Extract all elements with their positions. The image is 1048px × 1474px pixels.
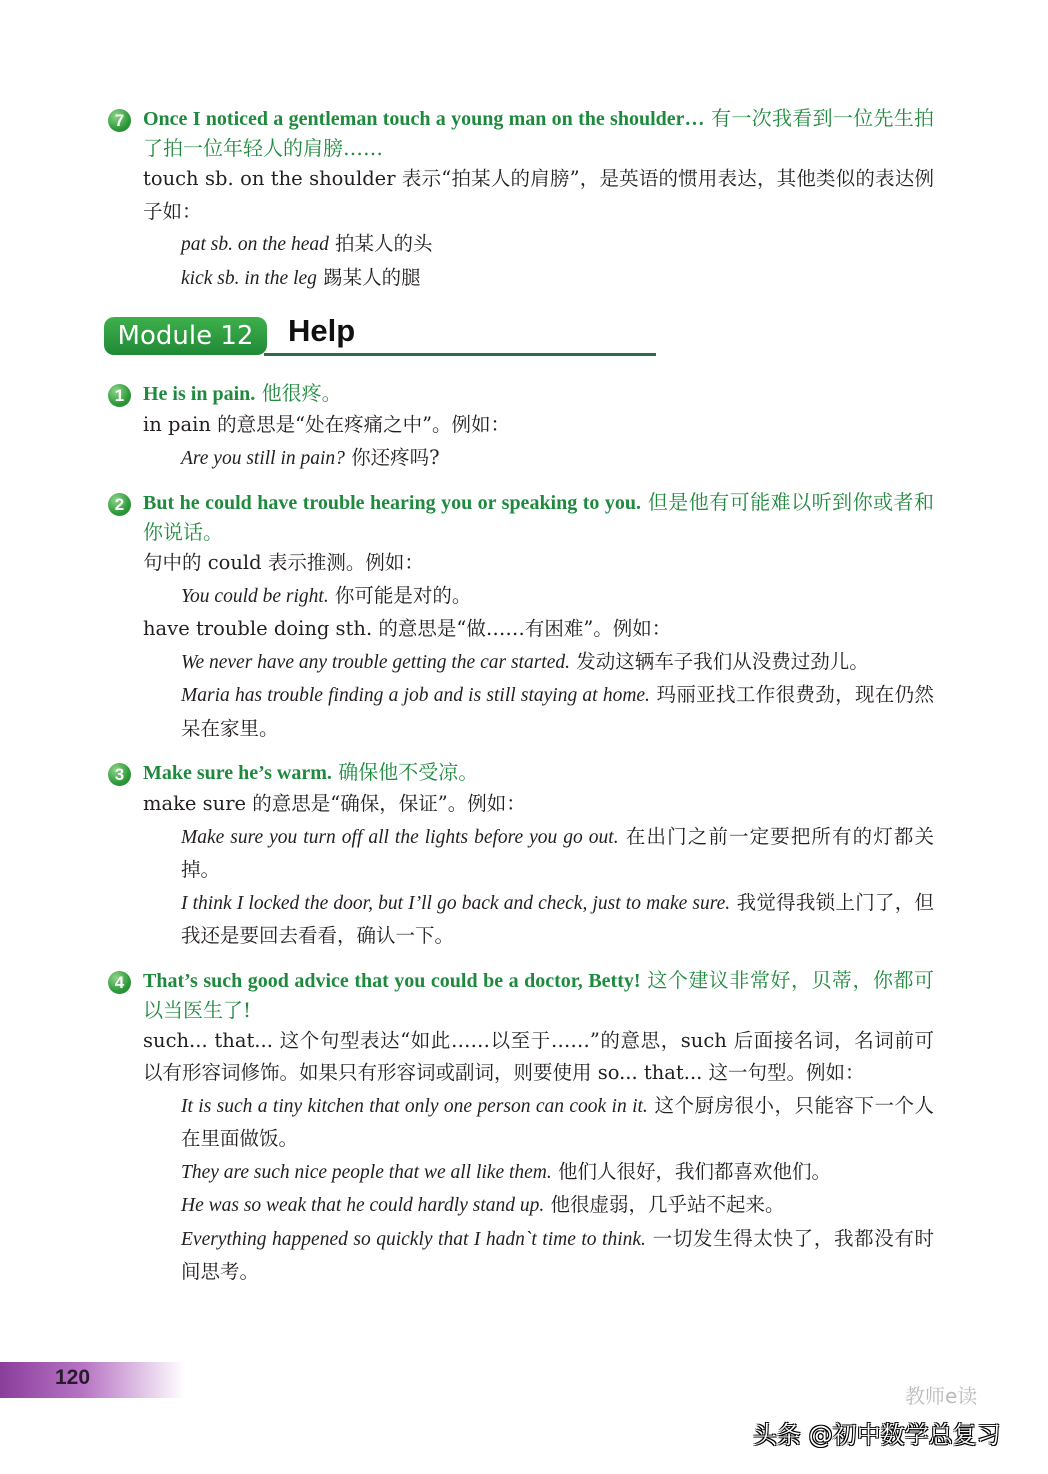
watermark-secondary: 教师e读 <box>905 1384 978 1408</box>
example-chinese: 你可能是对的。 <box>328 583 472 607</box>
item-number-badge: 3 <box>108 763 131 786</box>
example-english: Are you still in pain? <box>181 447 345 469</box>
page-content <box>108 104 934 1302</box>
module-header <box>104 311 934 359</box>
heading-english: But he could have trouble hearing you or speaking to you. <box>143 492 641 514</box>
note-body: touch sb. on the shoulder 表示“拍某人的肩膀”，是英语的惯用表达，其他类似的表达例子如： <box>143 167 934 223</box>
example <box>143 887 934 953</box>
example-chinese: 踢某人的腿 <box>316 265 421 289</box>
watermark: 头条 @初中数学总复习 <box>753 1421 1001 1449</box>
example-english: Maria has trouble finding a job and is still staying at home. <box>181 685 650 706</box>
note-heading <box>143 104 934 163</box>
example-chinese: 在出门之前一定要把所有的灯都关掉。 <box>181 824 935 881</box>
example <box>143 262 934 296</box>
example-chinese: 这个厨房很小，只能容下一个人在里面做饭。 <box>181 1093 934 1150</box>
note-heading <box>143 379 934 409</box>
heading-english: That’s such good advice that you could be a doctor, Betty! <box>143 969 641 992</box>
note-body: 句中的 could 表示推测。例如： <box>143 551 424 574</box>
example-english: You could be right. <box>181 585 329 607</box>
example-english: They are such nice people that we all like them. <box>181 1161 552 1183</box>
module-badge: Module 12 <box>104 317 267 355</box>
page-number-bar <box>0 1362 185 1398</box>
item-number-badge: 1 <box>108 384 131 407</box>
example-english: kick sb. in the leg <box>181 267 317 289</box>
example <box>143 646 934 680</box>
example-english: Everything happened so quickly that I hadn`t time to think. <box>181 1228 646 1250</box>
module-underline <box>264 353 656 356</box>
note-heading <box>143 966 934 1025</box>
example-chinese: 他们人很好，我们都喜欢他们。 <box>551 1159 831 1183</box>
note-body: such... that... 这个句型表达“如此……以至于……”的意思，such 后面接名词，名词前可以有形容词修饰。如果只有形容词或副词，则要使用 so... that... 这一句型。例如： <box>143 1028 934 1084</box>
item-number-badge: 2 <box>108 493 131 516</box>
item-number-badge: 7 <box>108 109 131 132</box>
note-item-2 <box>108 488 934 745</box>
example-english: I think I locked the door, but I’ll go back and check, just to make sure. <box>181 892 731 914</box>
example <box>143 1189 934 1223</box>
example <box>143 442 934 476</box>
example-chinese: 你还疼吗? <box>344 445 440 469</box>
example <box>143 228 934 262</box>
example-chinese: 我觉得我锁上门了，但我还是要回去看看，确认一下。 <box>181 890 935 947</box>
example-english: pat sb. on the head <box>181 234 329 255</box>
note-heading <box>143 488 934 547</box>
module-notes <box>108 379 934 1289</box>
note-item-1 <box>108 379 934 475</box>
note-item-4 <box>108 966 934 1289</box>
heading-chinese: 确保他不受凉。 <box>331 760 479 784</box>
example-chinese: 拍某人的头 <box>328 232 433 255</box>
heading-english: He is in pain. <box>143 383 256 405</box>
example-english: We never have any trouble getting the car started. <box>181 651 571 673</box>
example-english: He was so weak that he could hardly stand up. <box>181 1195 545 1216</box>
example-chinese: 他很虚弱，几乎站不起来。 <box>544 1193 785 1216</box>
example-chinese: 发动这辆车子我们从没费过劲儿。 <box>570 649 869 673</box>
example-english: It is such a tiny kitchen that only one person can cook in it. <box>181 1095 648 1117</box>
example-chinese: 一切发生得太快了，我都没有时间思考。 <box>181 1226 934 1283</box>
heading-chinese: 他很疼。 <box>255 381 342 405</box>
example <box>143 1090 934 1156</box>
heading-chinese: 但是他有可能难以听到你或者和你说话。 <box>143 490 934 544</box>
example-english: Make sure you turn off all the lights before you go out. <box>181 826 619 848</box>
heading-english: Make sure he’s warm. <box>143 762 332 784</box>
example <box>143 1156 934 1190</box>
example <box>143 679 934 745</box>
example <box>143 580 934 614</box>
note-body: make sure 的意思是“确保，保证”。例如： <box>143 792 526 815</box>
item-number-badge: 4 <box>108 971 131 994</box>
heading-chinese: 有一次我看到一位先生拍了拍一位年轻人的肩膀…… <box>143 106 935 160</box>
module-title: Help <box>288 313 356 348</box>
note-body: have trouble doing sth. 的意思是“做……有困难”。例如： <box>143 617 672 640</box>
note-item-3 <box>108 758 934 953</box>
note-heading <box>143 758 934 788</box>
page-number: 120 <box>55 1366 91 1389</box>
example <box>143 821 934 887</box>
heading-english: Once I noticed a gentleman touch a young man on the shoulder… <box>143 108 705 130</box>
example <box>143 1223 934 1289</box>
note-body: in pain 的意思是“处在疼痛之中”。例如： <box>143 413 511 436</box>
example-chinese: 玛丽亚找工作很费劲，现在仍然呆在家里。 <box>181 683 934 740</box>
note-item-7 <box>108 104 934 295</box>
heading-chinese: 这个建议非常好，贝蒂，你都可以当医生了! <box>143 967 935 1022</box>
